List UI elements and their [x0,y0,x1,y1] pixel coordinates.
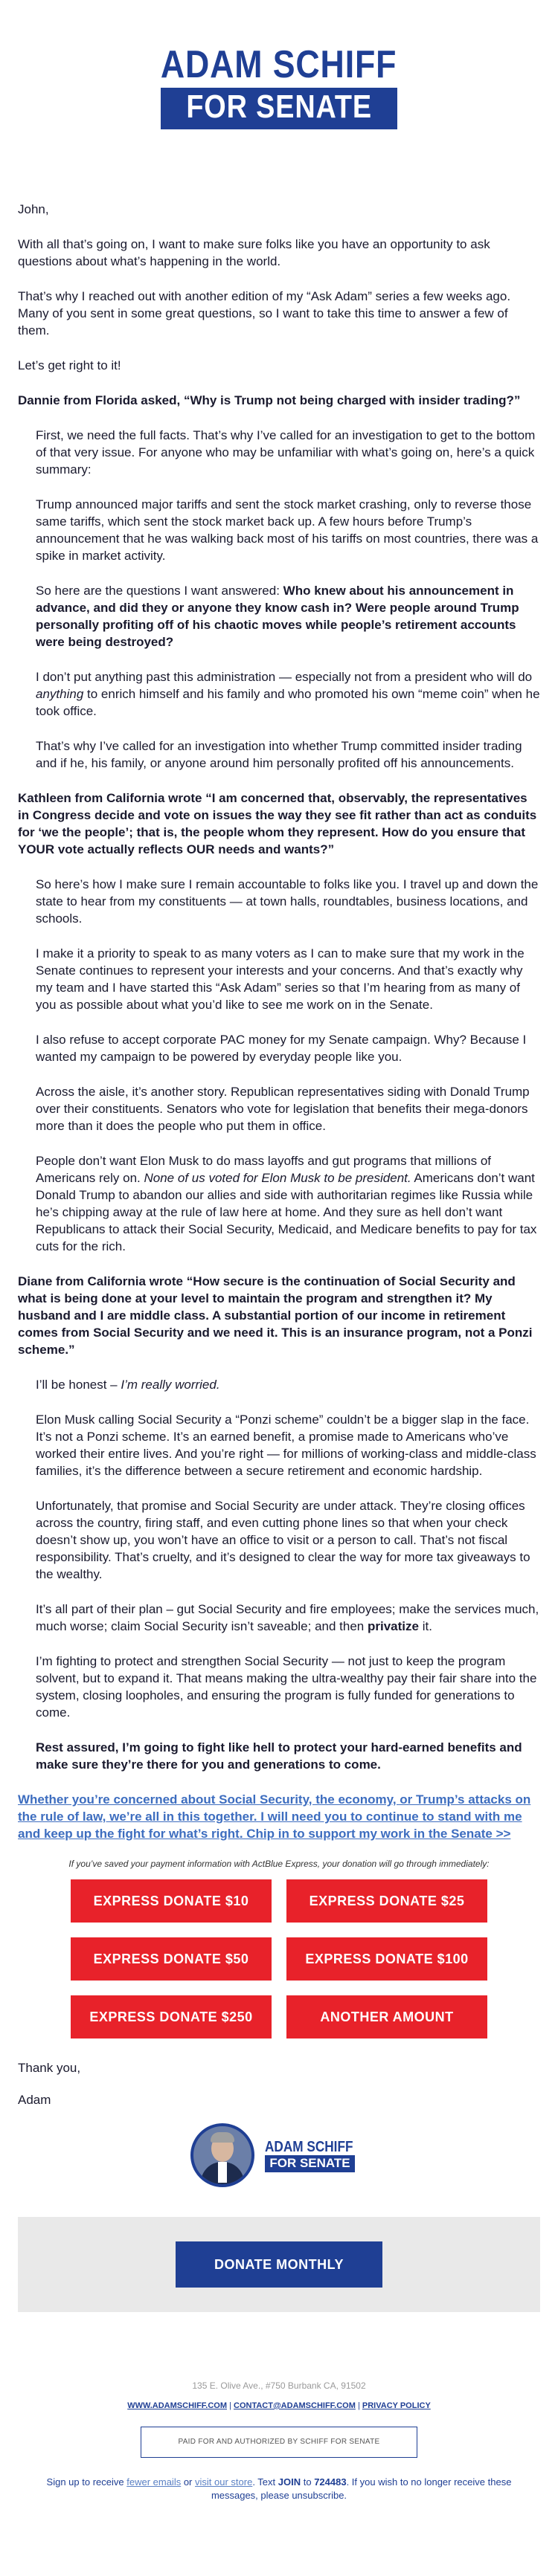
donate-buttons [71,1879,487,2038]
paragraph: So here’s how I make sure I remain accountable to folks like you. I travel up and down the state to hear from my constituents — at town halls, roundtables, business locations, and schools. [36,877,539,926]
paragraph: With all that’s going on, I want to make sure folks like you have an opportunity to ask questions about what’s happening in the world. [18,237,490,268]
paragraph: So here are the questions I want answered: Who knew about his announcement in advance, and did they or anyone they know cash in? Were people around Trump personally profiting off of his chaotic moves while people’s retirement accounts were being destroyed? [36,584,519,649]
express-donate-50-button[interactable]: EXPRESS DONATE $50 [71,1937,272,1981]
greeting: John, [18,202,49,216]
paragraph: Across the aisle, it’s another story. Republican representatives siding with Donald Trump over their constituents. Senators who vote for legislation that benefits their mega-donors more than it does the people who put them in office. [36,1085,530,1133]
paragraph: I’ll be honest – I’m really worried. [36,1378,220,1392]
paid-for-disclaimer: PAID FOR AND AUTHORIZED BY SCHIFF FOR SENATE [141,2427,417,2458]
express-note: If you’ve saved your payment information with ActBlue Express, your donation will go through immediately: [68,1859,490,1869]
paragraph: I don’t put anything past this administration — especially not from a president who will do anything to enrich himself and his family and who promoted his own “meme coin” when he took office. [36,670,540,718]
letter-body [18,156,540,2108]
paragraph: People don’t want Elon Musk to do mass layoffs and gut programs that millions of Americans rely on. None of us voted for Elon Musk to be president. Americans don’t want Donald Trump to abandon our allies and side with authoritarian regimes like Russia while he’s chipping away at the rule of law here at home. And they sure as hell don’t want Republicans to attack their Social Security, Medicaid, and Medicare benefits to pay for tax cuts for the rich. [36,1154,537,1253]
logo-wordmark-bottom: FOR SENATE [161,88,397,129]
footer-links: WWW.ADAMSCHIFF.COM | CONTACT@ADAMSCHIFF.COM | PRIVACY POLICY [127,2401,431,2410]
paragraph: Let’s get right to it! [18,358,121,372]
header-logo[interactable] [18,0,540,156]
store-link[interactable]: visit our store [195,2476,253,2488]
donate-monthly-button[interactable]: DONATE MONTHLY [176,2241,382,2288]
logo-wordmark-top: ADAM SCHIFF [161,43,397,86]
mini-logo-top: ADAM SCHIFF [265,2138,353,2155]
thanks-text: Thank you, [18,2061,81,2075]
express-donate-100-button[interactable]: EXPRESS DONATE $100 [286,1937,487,1981]
contact-email-link[interactable]: CONTACT@ADAMSCHIFF.COM [234,2401,356,2410]
paragraph: Trump announced major tariffs and sent the stock market crashing, only to reverse those same tariffs, which sent the stock market back up. A few hours before Trump’s announcement that he was walking back most of his tariffs on most countries, there was a spike in market activity. [36,497,539,563]
question-2: Kathleen from California wrote “I am concerned that, observably, the representatives in Congress decide and vote on issues the way they see fit rather than act as conduits for ‘we the people’; that is, the people whom they represent. How do you ensure that YOUR vote actually reflects OUR needs and wants?” [18,791,537,856]
paragraph: Rest assured, I’m going to fight like hell to protect your hard-earned benefits and make sure they’re there for you and generations to come. [36,1740,522,1772]
website-link[interactable]: WWW.ADAMSCHIFF.COM [127,2401,228,2410]
paragraph: That’s why I reached out with another edition of my “Ask Adam” series a few weeks ago. Many of you sent in some great questions, so I want to take this time to answer a few of them. [18,289,511,338]
express-donate-250-button[interactable]: EXPRESS DONATE $250 [71,1995,272,2038]
candidate-photo [190,2123,254,2187]
question-1: Dannie from Florida asked, “Why is Trump not being charged with insider trading?” [18,393,521,407]
paragraph: Unfortunately, that promise and Social Security are under attack. They’re closing offices across the country, firing staff, and even cutting phone lines so that when your check doesn’t show up, you won’t have an office to visit or a person to call. That’s not fiscal responsibility. That’s cruelty, and it’s designed to clear the way for more tax giveaways to the wealthy. [36,1499,530,1581]
paragraph: That’s why I’ve called for an investigation into whether Trump committed insider trading and if he, his family, or anyone around him personally profited off his announcements. [36,739,522,770]
another-amount-button[interactable]: ANOTHER AMOUNT [286,1995,487,2038]
monthly-donation-panel [18,2217,540,2312]
paragraph: I also refuse to accept corporate PAC money for my Senate campaign. Why? Because I wanted my campaign to be powered by everyday people like you. [36,1033,527,1064]
signature-name: Adam [18,2093,51,2107]
mini-logo [265,2139,368,2172]
answer-1 [18,427,540,772]
paragraph: I’m fighting to protect and strengthen Social Security — not just to keep the program solvent, but to expand it. That means making the ultra-wealthy pay their fair share into the system, closing loopholes, and ensuring the program is fully funded for generations to come. [36,1654,537,1720]
signoff [18,2059,540,2108]
question-3: Diane from California wrote “How secure is the continuation of Social Security and what is being done at your level to maintain the program and strengthen it? My husband and I are middle class. A substantial portion of our income in retirement comes from Social Security and we need it. This is an insurance program, not a Ponzi scheme.” [18,1274,533,1357]
mailing-address: 135 E. Olive Ave., #750 Burbank CA, 91502 [192,2380,366,2391]
answer-3 [18,1376,540,1773]
paragraph: Elon Musk calling Social Security a “Ponzi scheme” couldn’t be a bigger slap in the face. It’s not a Ponzi scheme. It’s an earned benefit, a promise made to Americans who’ve worked their entire lives. And you’re right — for millions of working-class and middle-class families, it’s the difference between a secure retirement and economic hardship. [36,1413,536,1478]
paragraph: It’s all part of their plan – gut Social Security and fire employees; make the services much, much worse; claim Social Security isn’t saveable; and then privatize it. [36,1602,539,1633]
mini-logo-bottom: FOR SENATE [265,2155,354,2172]
footer-logo[interactable] [18,2123,540,2198]
express-donate-25-button[interactable]: EXPRESS DONATE $25 [286,1879,487,1923]
chip-in-link[interactable]: Whether you’re concerned about Social Security, the economy, or Trump’s attacks on the rule of law, we’re all in this together. I will need you to continue to stand with me and keep up the fight for what’s right. Chip in to support my work in the Senate >> [18,1792,531,1841]
paragraph: First, we need the full facts. That’s why I’ve called for an investigation to get to the bottom of that very issue. For anyone who may be unfamiliar with what’s going on, here’s a quick summary: [36,428,536,477]
privacy-policy-link[interactable]: PRIVACY POLICY [362,2401,431,2410]
express-donate-10-button[interactable]: EXPRESS DONATE $10 [71,1879,272,1923]
paragraph: I make it a priority to speak to as many voters as I can to make sure that my work in the Senate continues to represent your interests and your concerns. And that’s exactly why my team and I have started this “Ask Adam” series so that I’m hearing from as many of you as possible about what you’d like to see me work on in the Senate. [36,946,525,1012]
answer-2 [18,876,540,1255]
unsubscribe-text: Sign up to receive fewer emails or visit our store. Text JOIN to 724483. If you wish to no longer receive these messages, please unsubscribe. [46,2476,512,2501]
fewer-emails-link[interactable]: fewer emails [126,2476,182,2488]
